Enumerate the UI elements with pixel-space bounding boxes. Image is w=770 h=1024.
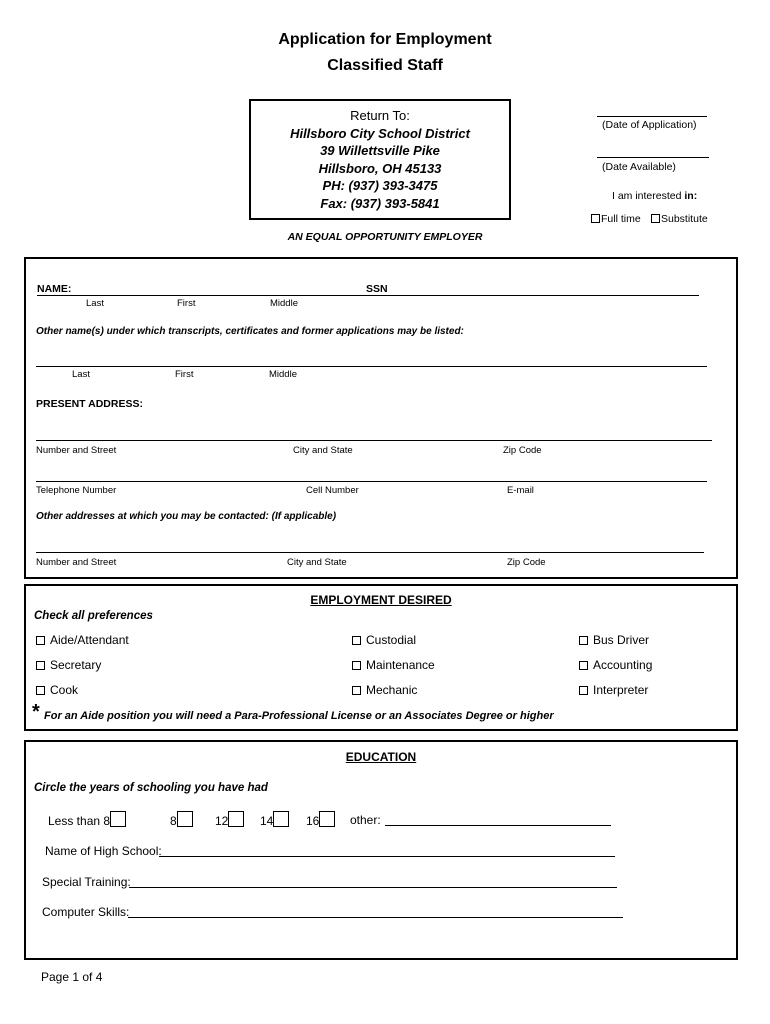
eoe-statement: AN EQUAL OPPORTUNITY EMPLOYER bbox=[287, 231, 483, 243]
date-application-label: (Date of Application) bbox=[602, 119, 697, 131]
high-school-field[interactable] bbox=[159, 856, 615, 857]
high-school-label: Name of High School: bbox=[45, 844, 162, 858]
district-fax: Fax: (937) 393-5841 bbox=[320, 195, 440, 211]
years-14-checkbox[interactable] bbox=[273, 811, 289, 827]
years-16[interactable]: 16 bbox=[306, 811, 335, 828]
name-last-label: Last bbox=[86, 298, 104, 309]
years-other-field[interactable] bbox=[385, 825, 611, 826]
cell-label: Cell Number bbox=[306, 485, 359, 496]
other-address-field[interactable] bbox=[36, 552, 704, 553]
substitute-option[interactable]: Substitute bbox=[651, 213, 708, 225]
check-all-label: Check all preferences bbox=[34, 610, 153, 622]
custodial-checkbox[interactable] bbox=[352, 636, 361, 645]
ssn-label: SSN bbox=[366, 283, 388, 295]
mechanic-checkbox[interactable] bbox=[352, 686, 361, 695]
years-8[interactable]: 8 bbox=[170, 811, 193, 828]
district-street: 39 Willettsville Pike bbox=[320, 143, 440, 158]
pref-bus-driver[interactable]: Bus Driver bbox=[579, 633, 649, 647]
page-title: Application for Employment bbox=[278, 31, 492, 48]
other-last-label: Last bbox=[72, 369, 90, 380]
computer-skills-label: Computer Skills: bbox=[42, 905, 130, 919]
years-14[interactable]: 14 bbox=[260, 811, 289, 828]
less-than-8-checkbox[interactable] bbox=[110, 811, 126, 827]
full-time-checkbox[interactable] bbox=[591, 214, 600, 223]
zip-label: Zip Code bbox=[503, 445, 542, 456]
present-address-label: PRESENT ADDRESS: bbox=[36, 398, 143, 410]
personal-section bbox=[24, 257, 738, 579]
years-12[interactable]: 12 bbox=[215, 811, 244, 828]
maintenance-checkbox[interactable] bbox=[352, 661, 361, 670]
aide-note: For an Aide position you will need a Para-Professional License or an Associates Degree or higher bbox=[44, 710, 554, 722]
cook-checkbox[interactable] bbox=[36, 686, 45, 695]
name-label: NAME: bbox=[37, 283, 72, 295]
years-other-label: other: bbox=[350, 813, 381, 827]
circle-years-label: Circle the years of schooling you have had bbox=[34, 782, 268, 794]
full-time-option[interactable]: Full time bbox=[591, 213, 641, 225]
pref-interpreter[interactable]: Interpreter bbox=[579, 683, 648, 697]
name-field[interactable] bbox=[37, 295, 699, 296]
employment-heading: EMPLOYMENT DESIRED bbox=[310, 593, 452, 607]
email-label: E-mail bbox=[507, 485, 534, 496]
pref-secretary[interactable]: Secretary bbox=[36, 658, 101, 672]
page-subtitle: Classified Staff bbox=[327, 57, 443, 74]
other-city-state-label: City and State bbox=[287, 557, 347, 568]
special-training-field[interactable] bbox=[129, 887, 617, 888]
years-12-checkbox[interactable] bbox=[228, 811, 244, 827]
years-8-checkbox[interactable] bbox=[177, 811, 193, 827]
pref-mechanic[interactable]: Mechanic bbox=[352, 683, 417, 697]
return-to-box bbox=[249, 99, 511, 220]
return-to-label: Return To: bbox=[350, 108, 410, 123]
computer-skills-field[interactable] bbox=[128, 917, 623, 918]
pref-accounting[interactable]: Accounting bbox=[579, 658, 652, 672]
other-names-label: Other name(s) under which transcripts, certificates and former applications may be listed: bbox=[36, 326, 464, 337]
street-label: Number and Street bbox=[36, 445, 117, 456]
name-middle-label: Middle bbox=[270, 298, 298, 309]
asterisk-icon: * bbox=[32, 701, 40, 723]
other-zip-label: Zip Code bbox=[507, 557, 546, 568]
pref-maintenance[interactable]: Maintenance bbox=[352, 658, 435, 672]
accounting-checkbox[interactable] bbox=[579, 661, 588, 670]
bus-driver-checkbox[interactable] bbox=[579, 636, 588, 645]
education-heading: EDUCATION bbox=[345, 750, 417, 764]
other-middle-label: Middle bbox=[269, 369, 297, 380]
district-city: Hillsboro, OH 45133 bbox=[318, 160, 442, 176]
other-addresses-label: Other addresses at which you may be contacted: (If applicable) bbox=[36, 511, 337, 522]
page-number: Page 1 of 4 bbox=[41, 970, 103, 984]
interpreter-checkbox[interactable] bbox=[579, 686, 588, 695]
district-name: Hillsboro City School District bbox=[290, 125, 470, 141]
date-application-field[interactable] bbox=[597, 116, 707, 117]
aide-checkbox[interactable] bbox=[36, 636, 45, 645]
telephone-label: Telephone Number bbox=[36, 485, 117, 496]
name-first-label: First bbox=[177, 298, 196, 309]
special-training-label: Special Training: bbox=[42, 875, 131, 889]
city-state-label: City and State bbox=[293, 445, 353, 456]
secretary-checkbox[interactable] bbox=[36, 661, 45, 670]
district-phone: PH: (937) 393-3475 bbox=[322, 178, 438, 193]
pref-custodial[interactable]: Custodial bbox=[352, 633, 416, 647]
years-less-than-8[interactable]: Less than 8 bbox=[48, 811, 126, 828]
other-street-label: Number and Street bbox=[36, 557, 117, 568]
date-available-label: (Date Available) bbox=[602, 161, 676, 173]
date-available-field[interactable] bbox=[597, 157, 709, 158]
other-first-label: First bbox=[175, 369, 194, 380]
present-address-field[interactable] bbox=[36, 440, 712, 441]
years-16-checkbox[interactable] bbox=[319, 811, 335, 827]
substitute-checkbox[interactable] bbox=[651, 214, 660, 223]
pref-aide[interactable]: Aide/Attendant bbox=[36, 633, 129, 647]
interested-label: I am interested in: bbox=[612, 190, 698, 202]
other-names-field[interactable] bbox=[36, 366, 707, 367]
pref-cook[interactable]: Cook bbox=[36, 683, 78, 697]
phone-field[interactable] bbox=[36, 481, 707, 482]
